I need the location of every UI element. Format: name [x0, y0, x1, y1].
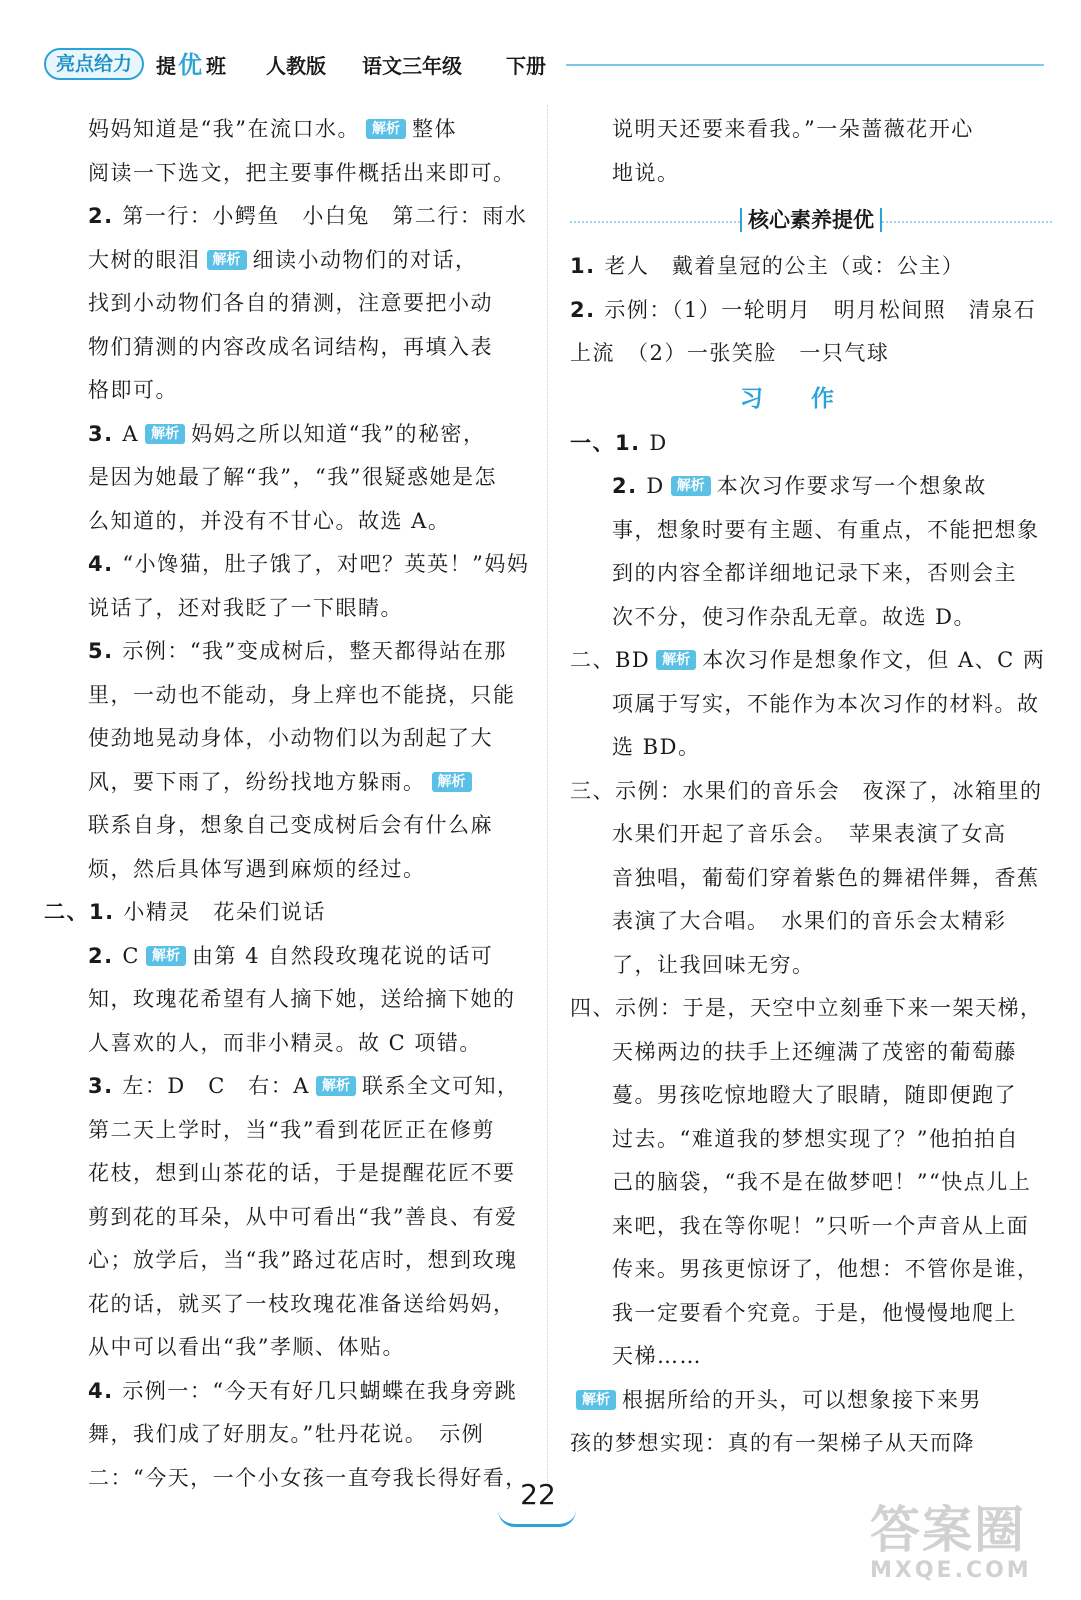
answer-text: 舞，我们成了好朋友。”牡丹花说。 示例	[88, 1422, 485, 1446]
answer-text: 一、1.	[570, 430, 650, 455]
answer-text: 己的脑袋，“我不是在做梦吧！”“快点儿上	[612, 1170, 1032, 1194]
answer-line	[88, 848, 528, 892]
analysis-tag: 解析	[671, 476, 711, 496]
answer-text: 三、示例：水果们的音乐会 夜深了，冰箱里的	[570, 778, 1043, 803]
answer-line	[88, 1022, 528, 1066]
answer-text: 花的话，就买了一枝玫瑰花准备送给妈妈，	[88, 1291, 516, 1316]
series-ban: 班	[206, 54, 226, 78]
volume-label: 下册	[506, 54, 546, 78]
answer-text: “小馋猫，肚子饿了，对吧？英英！”妈妈	[122, 552, 530, 576]
answer-line	[570, 683, 1052, 727]
answer-text: 过去。“难道我的梦想实现了？”他拍拍自	[612, 1126, 1019, 1151]
answer-line	[88, 282, 528, 326]
analysis-tag: 解析	[432, 772, 472, 792]
answer-line	[570, 245, 1052, 289]
answer-text: 二：“今天，一个小女孩一直夸我长得好看，	[88, 1465, 528, 1490]
answer-line	[570, 857, 1052, 901]
answer-text: 3.	[88, 421, 123, 446]
answer-text: 次不分，使习作杂乱无章。故选 D。	[612, 604, 977, 629]
answer-text: 选 BD。	[612, 735, 701, 759]
answer-text: D	[646, 474, 665, 498]
answer-line	[88, 239, 528, 283]
answer-text: 左：D C 右：A	[122, 1074, 310, 1098]
answer-text: 人喜欢的人，而非小精灵。故 C 项错。	[88, 1030, 482, 1055]
answer-line	[570, 726, 1052, 770]
answer-line	[88, 1065, 528, 1109]
answer-text: 天梯……	[612, 1344, 702, 1368]
analysis-tag: 解析	[207, 250, 247, 270]
answer-text: 4.	[88, 1378, 123, 1403]
analysis-tag: 解析	[656, 650, 696, 670]
answer-text: 本次习作是想象作文，但 A、C 两	[702, 648, 1046, 672]
answer-line	[570, 289, 1052, 333]
answer-line	[88, 1457, 528, 1501]
answer-line	[88, 761, 528, 805]
answer-line	[570, 552, 1052, 596]
section-xizuo-title: 习作	[740, 385, 882, 412]
answer-line: 说明天还要来看我。”一朵蔷薇花开心	[612, 117, 974, 141]
right-top-text	[570, 108, 1052, 195]
answer-line	[88, 1413, 528, 1457]
answer-text: 来吧，我在等你呢！”只听一个声音从上面	[612, 1213, 1030, 1238]
answer-line	[88, 456, 528, 500]
header-rule	[566, 64, 1044, 66]
answer-line	[88, 1152, 528, 1196]
answer-line	[570, 1422, 1052, 1466]
answer-line	[570, 639, 1052, 683]
answer-text: 示例：“我”变成树后，整天都得站在那	[122, 639, 507, 663]
answer-line	[570, 813, 1052, 857]
answer-text: 2.	[88, 943, 123, 968]
answer-line	[88, 1239, 528, 1283]
answer-text: 二、1.	[44, 900, 124, 924]
answer-line	[88, 587, 528, 631]
answer-line	[570, 596, 1052, 640]
answer-line	[570, 332, 1052, 376]
answer-line	[570, 1205, 1052, 1249]
answer-text: 格即可。	[88, 378, 178, 402]
answer-text: 1.	[570, 254, 605, 278]
answer-line	[88, 1109, 528, 1153]
left-column	[44, 108, 530, 1500]
answer-line	[570, 465, 1052, 509]
edition-label: 人教版	[266, 54, 326, 78]
answer-line	[88, 369, 528, 413]
watermark-title: 答案圈	[870, 1501, 1026, 1559]
answer-line	[88, 326, 528, 370]
brand-badge: 亮点给力	[44, 48, 144, 80]
answer-line	[88, 1370, 528, 1414]
answer-text: 使劲地晃动身体，小动物们以为刮起了大	[88, 726, 493, 750]
answer-text: 阅读一下选文，把主要事件概括出来即可。	[88, 160, 516, 185]
answer-text: 老人 戴着皇冠的公主（或：公主）	[604, 254, 965, 278]
answer-text: 项属于写实，不能作为本次习作的材料。故	[612, 691, 1040, 716]
answer-text: 4.	[88, 552, 123, 576]
answer-line	[88, 630, 528, 674]
answer-line	[88, 1326, 528, 1370]
answer-line	[570, 1248, 1052, 1292]
answer-line	[570, 1292, 1052, 1336]
answer-text: 水果们开起了音乐会。 苹果表演了女高	[612, 822, 1007, 846]
answer-line	[88, 674, 528, 718]
answer-text: 里，一动也不能动，身上痒也不能挠，只能	[88, 682, 516, 707]
answer-line	[88, 195, 528, 239]
answer-text: 到的内容全都详细地记录下来，否则会主	[612, 561, 1017, 585]
section-core-label: 核心素养提优	[740, 208, 882, 232]
answer-line	[44, 891, 528, 935]
subject-label: 语文三年级	[362, 54, 462, 78]
answer-text: 说话了，还对我眨了一下眼睛。	[88, 595, 403, 620]
answer-line	[88, 717, 528, 761]
answer-text: 事，想象时要有主题、有重点，不能把想象	[612, 517, 1040, 542]
answer-line	[88, 1283, 528, 1327]
answer-text: 本次习作要求写一个想象故	[716, 474, 987, 498]
answer-text: 烦，然后具体写遇到麻烦的经过。	[88, 856, 426, 881]
answer-text: 大树的眼泪	[88, 247, 201, 272]
watermark-url: MXQE.COM	[870, 1558, 1032, 1583]
answer-line	[570, 1161, 1052, 1205]
analysis-tag: 解析	[145, 424, 185, 444]
answer-text: 5.	[88, 639, 123, 663]
answer-text: 表演了大合唱。 水果们的音乐会太精彩	[612, 909, 1007, 933]
series-you: 优	[178, 51, 202, 79]
answer-line	[570, 1379, 1052, 1423]
answer-text: 妈妈之所以知道“我”的秘密，	[191, 421, 486, 446]
answer-text: 联系自身，想象自己变成树后会有什么麻	[88, 813, 493, 837]
answer-line	[88, 543, 528, 587]
analysis-tag: 解析	[366, 119, 406, 139]
answer-text: 2.	[570, 297, 605, 322]
answer-text: 联系全文可知，	[361, 1074, 520, 1098]
answer-text: 传来。男孩更惊讶了，他想：不管你是谁，	[612, 1257, 1040, 1281]
answer-line	[570, 770, 1052, 814]
answer-text: D	[649, 430, 668, 455]
answer-text: 物们猜测的内容改成名词结构，再填入表	[88, 334, 493, 359]
answer-line	[570, 1118, 1052, 1162]
answer-text: 示例：（1）一轮明月 明月松间照 清泉石	[604, 297, 1037, 322]
answer-text: 2.	[88, 204, 123, 228]
answer-line	[570, 422, 1052, 466]
answer-line	[88, 978, 528, 1022]
answer-line	[570, 509, 1052, 553]
answer-line	[570, 1335, 1052, 1379]
page-number-arc	[498, 1510, 576, 1527]
answer-text: 3.	[88, 1074, 123, 1098]
column-divider	[547, 105, 548, 1495]
answer-text: 小精灵 花朵们说话	[123, 900, 326, 924]
answer-line	[88, 413, 528, 457]
answer-line	[88, 935, 528, 979]
answer-text: 细读小动物们的对话，	[252, 247, 478, 272]
answer-text: 从中可以看出“我”孝顺、体贴。	[88, 1335, 405, 1359]
answer-text: 天梯两边的扶手上还缠满了茂密的葡萄藤	[612, 1039, 1017, 1064]
answer-text: 2.	[612, 474, 647, 498]
page-number: 22	[520, 1478, 556, 1511]
answer-text: 剪到花的耳朵，从中可看出“我”善良、有爱	[88, 1204, 518, 1229]
answer-text: 蔓。男孩吃惊地瞪大了眼睛，随即便跑了	[612, 1083, 1017, 1107]
answer-line	[570, 987, 1052, 1031]
answer-text: 示例一：“今天有好几只蝴蝶在我身旁跳	[122, 1378, 518, 1403]
answer-text: 心；放学后，当“我”路过花店时，想到玫瑰	[88, 1248, 518, 1272]
answer-text: 第一行：小鳄鱼 小白兔 第二行：雨水	[122, 204, 528, 228]
answer-text: 了，让我回味无穷。	[612, 952, 815, 977]
answer-line	[570, 1074, 1052, 1118]
analysis-tag: 解析	[316, 1076, 356, 1096]
answer-text: 是因为她最了解“我”，“我”很疑惑她是怎	[88, 465, 497, 489]
answer-text: 孩的梦想实现：真的有一架梯子从天而降	[570, 1431, 975, 1455]
answer-line	[570, 900, 1052, 944]
answer-text: 么知道的，并没有不甘心。故选 A。	[88, 508, 451, 533]
answer-line	[88, 804, 528, 848]
answer-text: C	[122, 943, 140, 968]
answer-line	[570, 1031, 1052, 1075]
series-ti: 提	[156, 54, 176, 78]
answer-text: 四、示例：于是，天空中立刻垂下来一架天梯，	[570, 996, 1043, 1020]
answer-text: A	[122, 421, 140, 446]
answer-line	[88, 152, 528, 196]
xizuo-answers	[570, 422, 1052, 1466]
right-column	[570, 108, 1052, 1466]
watermark-logo	[870, 1502, 1050, 1592]
answer-text: 妈妈知道是“我”在流口水。	[88, 117, 360, 141]
answer-line	[88, 108, 528, 152]
answer-text: 根据所给的开头，可以想象接下来男	[622, 1387, 982, 1412]
answer-text: 上流 （2）一张笑脸 一只气球	[570, 341, 890, 365]
answer-text: 找到小动物们各自的猜测，注意要把小动	[88, 291, 493, 315]
answer-text: 我一定要看个究竟。于是，他慢慢地爬上	[612, 1300, 1017, 1325]
section-core-title	[570, 195, 1052, 245]
answer-line: 地说。	[612, 160, 680, 185]
answer-text: 音独唱，葡萄们穿着紫色的舞裙伴舞，香蕉	[612, 865, 1040, 890]
answer-text: 第二天上学时，当“我”看到花匠正在修剪	[88, 1117, 495, 1142]
answer-text: 风，要下雨了，纷纷找地方躲雨。	[88, 769, 426, 794]
answer-text: 由第 4 自然段玫瑰花说的话可	[191, 943, 494, 968]
core-answers	[570, 245, 1052, 376]
analysis-tag: 解析	[146, 946, 186, 966]
answer-text: 花枝，想到山茶花的话，于是提醒花匠不要	[88, 1161, 516, 1185]
page-header	[44, 44, 1044, 84]
answer-line	[570, 944, 1052, 988]
answer-text: 二、BD	[570, 648, 651, 672]
answer-line	[88, 1196, 528, 1240]
answer-text: 整体	[411, 117, 457, 141]
answer-line	[88, 500, 528, 544]
answer-text: 知，玫瑰花希望有人摘下她，送给摘下她的	[88, 987, 516, 1011]
analysis-tag: 解析	[576, 1390, 616, 1410]
